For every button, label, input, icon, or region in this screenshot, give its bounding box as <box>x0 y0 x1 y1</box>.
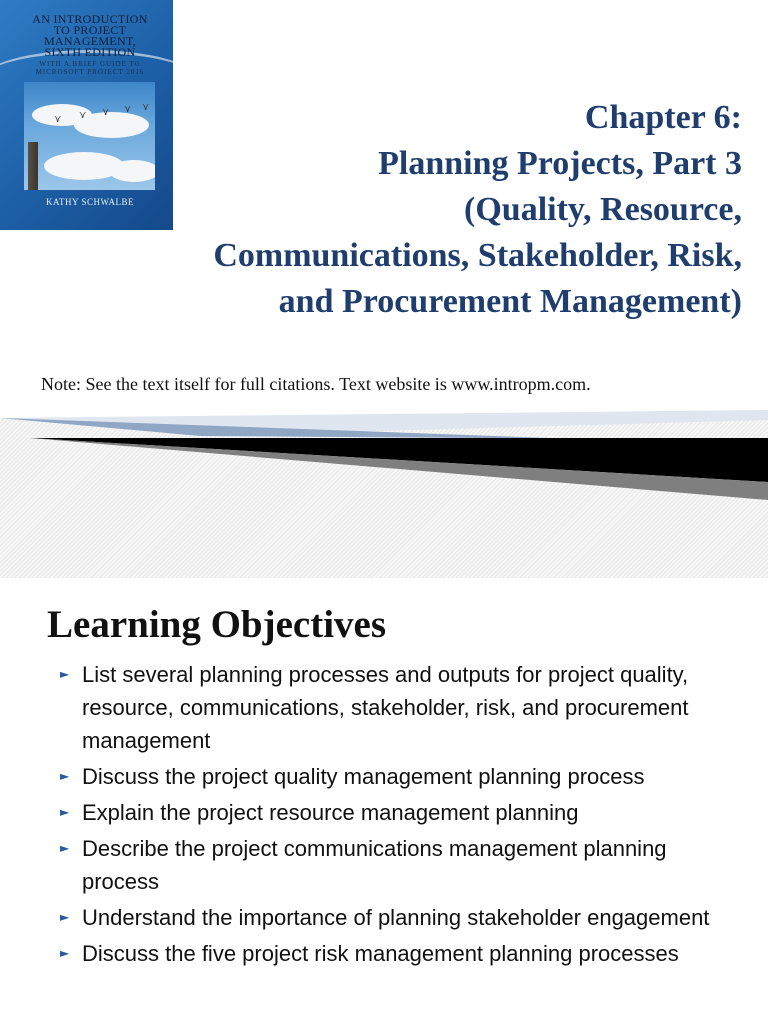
tree-trunk-shape <box>28 142 38 190</box>
cover-author: KATHY SCHWALBE <box>46 197 134 207</box>
triangle-bullet-icon: ► <box>60 910 70 924</box>
triangle-bullet-icon: ► <box>60 769 70 783</box>
cover-title <box>22 14 158 58</box>
list-item-text: Explain the project resource management planning <box>82 800 579 825</box>
chapter-title-line: and Procurement Management) <box>278 283 742 320</box>
decorative-wedge-graphic <box>0 410 768 520</box>
list-item-text: Discuss the five project risk management planning processes <box>82 941 679 966</box>
list-item <box>58 832 748 898</box>
cover-subtitle-line: WITH A BRIEF GUIDE TO <box>39 60 141 68</box>
list-item <box>58 937 748 970</box>
list-item-text: Describe the project communications management planning process <box>82 836 667 894</box>
list-item <box>58 658 748 757</box>
chapter-title-line: (Quality, Resource, <box>464 191 742 228</box>
chapter-title-line: Planning Projects, Part 3 <box>378 145 742 182</box>
triangle-bullet-icon: ► <box>60 667 70 681</box>
list-item-text: List several planning processes and outputs for project quality, resource, communications, stakeholder, risk, and procurement management <box>82 662 689 753</box>
cover-subtitle-line: MICROSOFT PROJECT 2016 <box>35 68 145 76</box>
cover-title-line: AN INTRODUCTION <box>32 12 148 26</box>
triangle-bullet-icon: ► <box>60 841 70 855</box>
list-item <box>58 796 748 829</box>
list-item-text: Discuss the project quality management planning process <box>82 764 645 789</box>
chapter-title <box>102 95 742 325</box>
list-item-text: Understand the importance of planning stakeholder engagement <box>82 905 710 930</box>
cover-subtitle <box>22 60 158 76</box>
list-item <box>58 760 748 793</box>
learning-objectives-slide <box>0 578 768 1024</box>
bird-icon: ⋎ <box>54 114 62 125</box>
cover-title-line: MANAGEMENT, <box>43 34 137 48</box>
bird-icon: ⋎ <box>142 102 150 113</box>
chapter-title-line: Communications, Stakeholder, Risk, <box>213 237 742 274</box>
cover-title-line: SIXTH EDITION <box>44 45 136 59</box>
bird-icon: ⋎ <box>124 104 132 115</box>
citation-note: Note: See the text itself for full citations. Text website is www.intropm.com. <box>41 374 591 394</box>
bird-icon: ⋎ <box>79 110 87 121</box>
cover-title-line: TO PROJECT <box>53 23 127 37</box>
slide-title: Learning Objectives <box>47 603 387 646</box>
bird-icon: ⋎ <box>102 107 110 118</box>
list-item <box>58 901 748 934</box>
triangle-bullet-icon: ► <box>60 805 70 819</box>
objectives-list <box>58 658 748 973</box>
triangle-bullet-icon: ► <box>60 946 70 960</box>
chapter-title-line: Chapter 6: <box>584 99 742 136</box>
